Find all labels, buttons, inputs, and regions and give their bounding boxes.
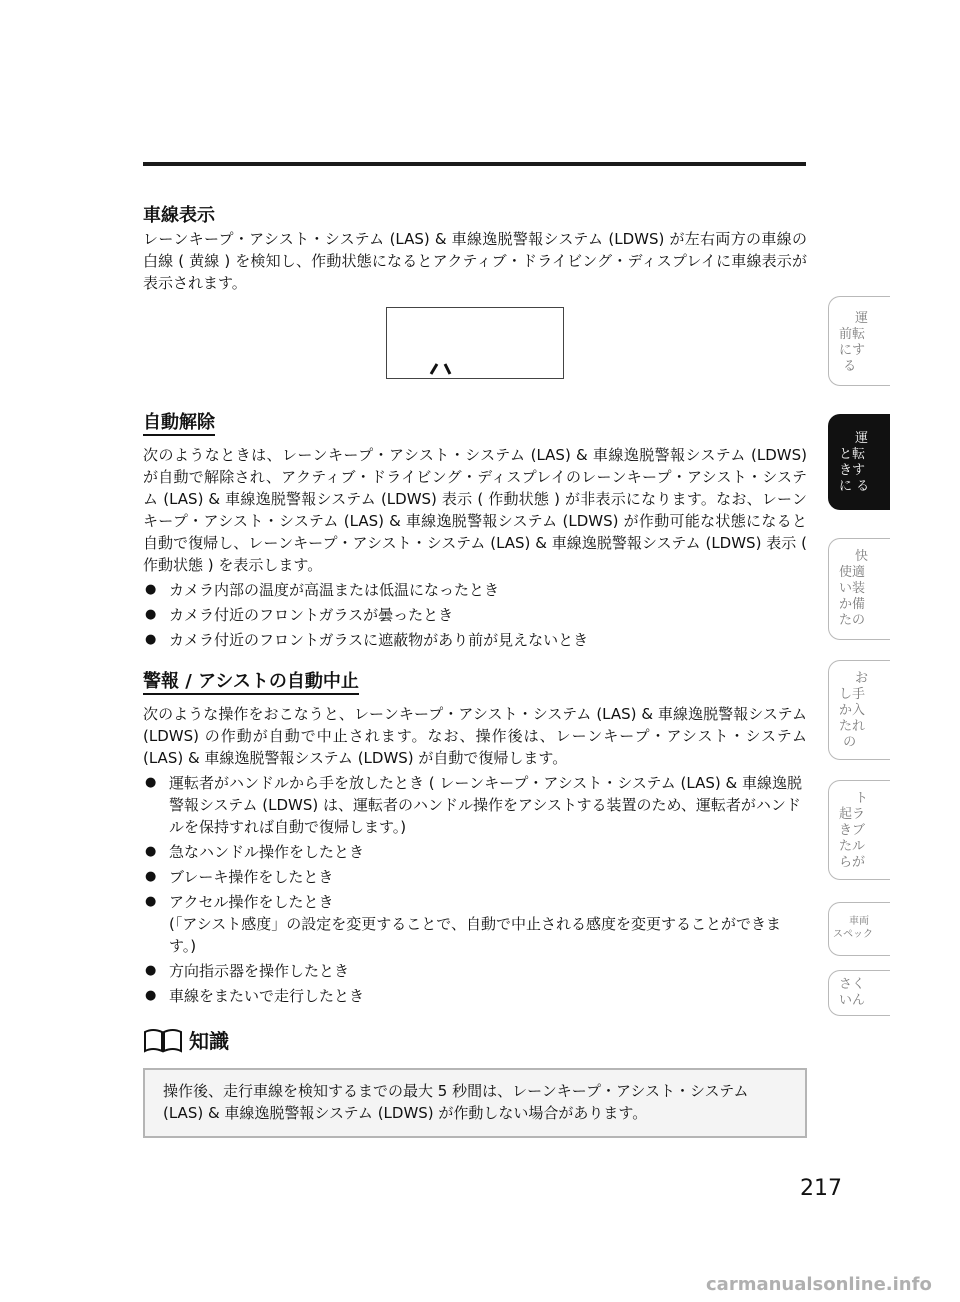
section-auto-stop [143, 671, 807, 1007]
section-auto-cancel [143, 412, 807, 651]
section-lane-display [143, 204, 807, 379]
left-lane-line [431, 364, 437, 374]
list-item: ● 車線をまたいで走行したとき [145, 987, 365, 1005]
list-item: ● カメラ付近のフロントガラスが曇ったとき [145, 606, 454, 624]
side-tab-maintenance[interactable]: お し手 か入 たれ の [828, 660, 890, 760]
bullet-icon: ● [145, 988, 157, 1003]
watermark: carmanualsonline.info [706, 1274, 932, 1295]
section-title: 車線表示 [143, 205, 215, 226]
section-body: レーンキープ・アシスト・システム (LAS) & 車線逸脱警報システム (LDWS) が左右両方の車線の白線 ( 黄線 ) を検知し、作動状態になるとアクティブ・ドライビング・ディスプレイに車線表示が表示されます。 [143, 230, 807, 292]
bullet-icon: ● [145, 775, 157, 790]
section-title: 警報 / アシストの自動中止 [143, 671, 359, 695]
bullet-icon: ● [145, 607, 157, 622]
book-icon [143, 1026, 183, 1054]
list-item: ● カメラ内部の温度が高温または低温になったとき [145, 581, 500, 599]
list-item-note: (「アシスト感度」の設定を変更することで、自動で中止される感度を変更することができます。) [169, 915, 782, 955]
bullet-list [143, 772, 807, 1007]
lane-lines-graphic [387, 308, 563, 378]
side-tab-while-driving[interactable]: 運 と転 きす に る [828, 414, 890, 510]
side-tab-comfort-equipment[interactable]: 快 使適 い装 か備 たの [828, 538, 890, 640]
lane-display-illustration [386, 307, 564, 379]
knowledge-box [143, 1068, 807, 1138]
right-lane-line [445, 364, 450, 374]
bullet-icon: ● [145, 869, 157, 884]
section-body: 次のような操作をおこなうと、レーンキープ・アシスト・システム (LAS) & 車線逸脱警報システム (LDWS) の作動が自動で中止されます。なお、操作後は、レーンキープ・アシスト・システム (LAS) & 車線逸脱警報システム (LDWS) が自動で復帰します。 [143, 705, 807, 767]
side-tab-troubleshooting[interactable]: ト 起ラ きブ たル らが [828, 780, 890, 880]
section-body: 次のようなときは、レーンキープ・アシスト・システム (LAS) & 車線逸脱警報システム (LDWS) が自動で解除され、アクティブ・ドライビング・ディスプレイのレーンキープ・アシスト・システム (LAS) & 車線逸脱警報システム (LDWS) 表示 ( 作動状態 ) が非表示になります。なお、レーンキープ・アシスト・システム (LAS) & 車線逸脱警報システム (LDWS) が作動可能な状態になると自動で復帰し、レーンキープ・アシスト・システム (LAS) & 車線逸脱警報システム (LDWS) 表示 ( 作動状態 ) を表示します。 [143, 446, 807, 574]
bullet-icon: ● [145, 963, 157, 978]
bullet-icon: ● [145, 632, 157, 647]
bullet-list [143, 579, 807, 651]
section-title: 自動解除 [143, 412, 215, 436]
list-item: ● アクセル操作をしたとき (「アシスト感度」の設定を変更することで、自動で中止される感度を変更することができます。) [143, 891, 807, 957]
bullet-icon: ● [145, 844, 157, 859]
knowledge-title: 知識 [189, 1029, 229, 1053]
list-item: ● 方向指示器を操作したとき [145, 962, 350, 980]
list-item: ● 運転者がハンドルから手を放したとき ( レーンキープ・アシスト・システム (LAS) & 車線逸脱警報システム (LDWS) は、運転者のハンドル操作をアシストする装置のため、運転者がハンドルを保持すれば自動で復帰します。) [145, 774, 802, 836]
side-tab-index[interactable]: さく いん [828, 970, 890, 1016]
bullet-icon: ● [145, 894, 157, 909]
page-number: 217 [800, 1176, 842, 1201]
knowledge-header [143, 1025, 807, 1054]
side-tab-before-driving[interactable]: 運 前転 にす る [828, 296, 890, 386]
main-content [143, 204, 807, 1138]
top-rule [143, 162, 806, 166]
list-item: ● カメラ付近のフロントガラスに遮蔽物があり前が見えないとき [145, 631, 589, 649]
list-item: ● 急なハンドル操作をしたとき [145, 843, 365, 861]
bullet-icon: ● [145, 582, 157, 597]
knowledge-body: 操作後、走行車線を検知するまでの最大 5 秒間は、レーンキープ・アシスト・システム (LAS) & 車線逸脱警報システム (LDWS) が作動しない場合があります。 [163, 1082, 749, 1122]
side-tab-specifications[interactable]: 車両 スペック [828, 902, 890, 956]
list-item: ● ブレーキ操作をしたとき [145, 868, 334, 886]
